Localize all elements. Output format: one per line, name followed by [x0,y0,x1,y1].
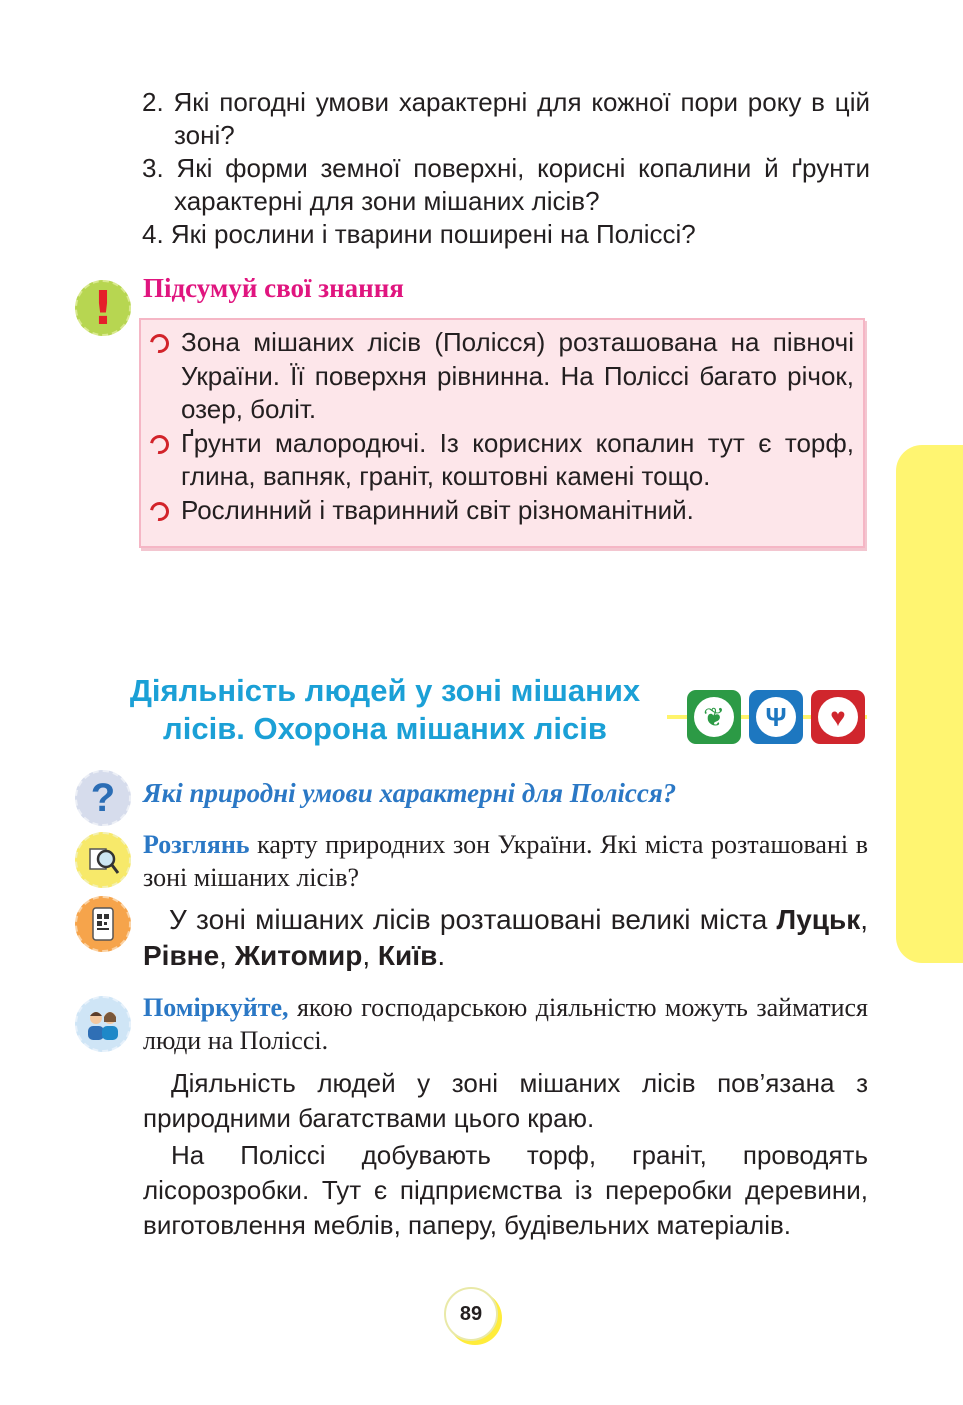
summary-item: Ґрунти малородючі. Із корисних копалин тут є торф, глина, вапняк, граніт, коштовні камені тощо. [150,427,854,494]
ukraine-trident-icon: Ψ [749,690,803,744]
question-icon: ? [75,770,131,826]
question-item: 2. Які погодні умови характерні для кожної пори року в цій зоні? [142,87,870,150]
ecology-icon: ❦ [687,690,741,744]
page-number: 89 [444,1287,498,1341]
bullet-icon [146,431,172,457]
summary-item: Рослинний і тваринний світ різноманітний. [150,494,854,528]
bullet-icon [146,330,172,356]
bullet-icon [146,498,172,524]
body-paragraph: Діяльність людей у зоні мішаних лісів пов’язана з природними багатствами цього краю. [143,1068,868,1133]
exclamation-icon: ! [75,280,131,336]
question-list [142,86,870,251]
summary-list [150,326,854,527]
body-text [143,1066,868,1243]
summary-heading: Підсумуй свої знання [143,273,404,303]
body-paragraph: На Поліссі добувають торф, граніт, проводять лісорозробки. Тут є підприємства із переробки деревини, виготовлення меблів, паперу, будівельних матеріалів. [143,1140,868,1240]
answer-paragraph: У зоні мішаних лісів розташовані великі міста Луцьк, Рівне, Житомир, Київ. [143,904,868,971]
question-item: 4. Які рослини і тварини поширені на Поліссі? [142,219,696,249]
look-paragraph: Розглянь карту природних зон України. Які міста розташовані в зоні мішаних лісів? [143,830,868,892]
side-tab [896,445,963,963]
people-icon [75,996,131,1052]
question-item: 3. Які форми земної поверхні, корисні копалини й ґрунти характерні для зони мішаних лісів? [142,153,870,216]
qr-phone-icon [75,896,131,952]
summary-item: Зона мішаних лісів (Полісся) розташована на півночі України. Її поверхня рівнинна. На Поліссі багато річок, озер, боліт. [150,326,854,427]
think-paragraph: Поміркуйте, якою господарською діяльністю можуть займатися люди на Поліссі. [143,993,868,1055]
section-title: Діяльність людей у зоні мішаних лісів. Охорона мішаних лісів [129,673,641,746]
magnifier-icon [75,832,131,888]
heart-health-icon: ♥ [811,690,865,744]
question-heading: Які природні умови характерні для Полісся? [143,778,677,808]
